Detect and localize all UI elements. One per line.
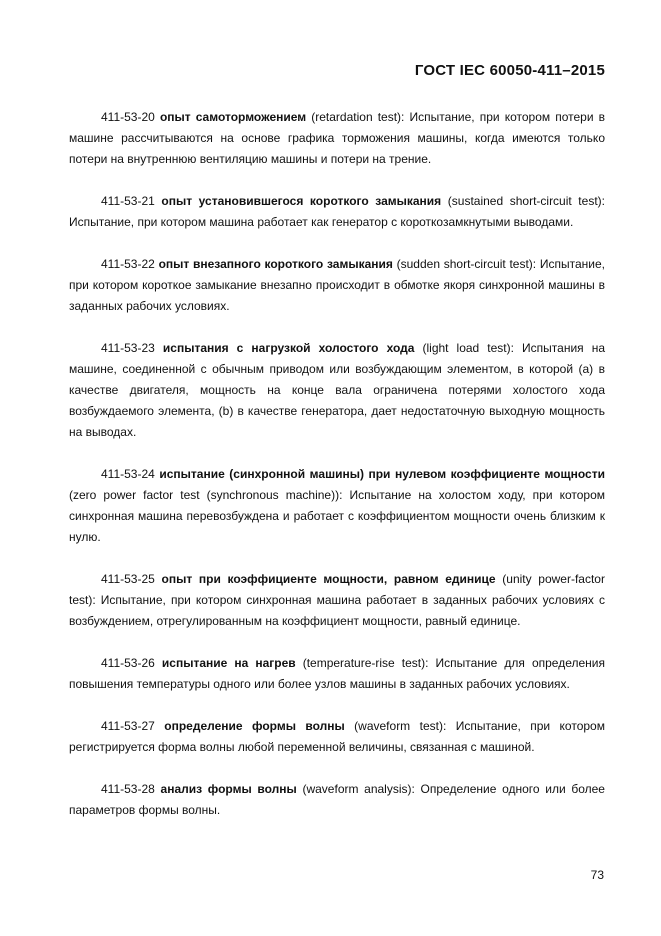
entry-term: опыт при коэффициенте мощности, равном единице	[161, 572, 496, 586]
terms-list	[69, 107, 605, 842]
entry-english-term: (unity power-factor test):	[69, 572, 605, 607]
entry-definition: Испытание, при котором синхронная машина работает в заданных рабочих условиях с возбуждением, отрегулированным на коэффициент мощности, равный единице.	[69, 593, 605, 628]
entry-number: 411-53-24	[101, 467, 155, 481]
entry-definition: Испытание, при котором регистрируется форма волны любой переменной величины, связанная с машиной.	[69, 719, 605, 754]
entry-term: опыт самоторможением	[159, 110, 307, 124]
entry-definition: Испытания на машине, соединенной с обычным приводом или возбуждающим элементом, в которой (a) в качестве двигателя, мощность на конце вала ограничена потерями холостого хода возбуждаемого элемента, (b) в качестве генератора, дает недостаточную выходную мощность на выводах.	[69, 341, 605, 439]
entry-term: анализ формы волны	[160, 782, 297, 796]
entry-number: 411-53-23	[101, 341, 155, 355]
entry-term: испытания с нагрузкой холостого хода	[162, 341, 415, 355]
term-entry-411-53-27	[69, 716, 605, 758]
entry-number: 411-53-25	[101, 572, 155, 586]
term-entry-411-53-28	[69, 779, 605, 821]
entry-english-term: (sudden short-circuit test):	[396, 257, 537, 271]
entry-number: 411-53-26	[101, 656, 155, 670]
term-entry-411-53-25	[69, 569, 605, 632]
entry-english-term: (light load test):	[422, 341, 514, 355]
standard-designation: ГОСТ IEC 60050-411–2015	[414, 62, 605, 79]
entry-term: испытание (синхронной машины) при нулевом коэффициенте мощности	[159, 467, 605, 481]
term-entry-411-53-26	[69, 653, 605, 695]
entry-definition: Определение одного или более параметров формы волны.	[69, 782, 605, 817]
term-entry-411-53-22	[69, 254, 605, 317]
entry-definition: Испытание, при котором потери в машине рассчитываются на основе графика торможения машины, когда имеются только потери на внутреннюю вентиляцию машины и потери на трение.	[69, 110, 606, 166]
entry-definition: Испытание для определения повышения температуры одного или более узлов машины в заданных рабочих условиях.	[69, 656, 605, 691]
entry-english-term: (sustained short-circuit test):	[447, 194, 605, 208]
entry-number: 411-53-20	[101, 110, 155, 124]
entry-english-term: (waveform test):	[354, 719, 447, 733]
entry-english-term: (zero power factor test (synchronous machine)):	[69, 488, 343, 502]
term-entry-411-53-21	[69, 191, 605, 233]
term-entry-411-53-20	[69, 107, 605, 170]
entry-definition: Испытание на холостом ходу, при котором синхронная машина перевозбуждена и работает с коэффициентом мощности очень близким к нулю.	[69, 488, 606, 544]
entry-term: опыт установившегося короткого замыкания	[161, 194, 442, 208]
entry-english-term: (retardation test):	[311, 110, 405, 124]
entry-term: определение формы волны	[164, 719, 345, 733]
entry-term: опыт внезапного короткого замыкания	[158, 257, 393, 271]
page-number: 73	[590, 868, 604, 882]
term-entry-411-53-24	[69, 464, 605, 548]
entry-english-term: (temperature-rise test):	[302, 656, 429, 670]
entry-number: 411-53-27	[101, 719, 155, 733]
entry-number: 411-53-28	[101, 782, 155, 796]
entry-definition: Испытание, при котором короткое замыкание внезапно происходит в обмотке якоря синхронной машины в заданных рабочих условиях.	[69, 257, 605, 313]
term-entry-411-53-23	[69, 338, 605, 443]
entry-english-term: (waveform analysis):	[302, 782, 415, 796]
entry-number: 411-53-21	[101, 194, 155, 208]
entry-term: испытание на нагрев	[161, 656, 296, 670]
entry-definition: Испытание, при котором машина работает как генератор с короткозамкнутыми выводами.	[69, 215, 574, 229]
entry-number: 411-53-22	[101, 257, 155, 271]
